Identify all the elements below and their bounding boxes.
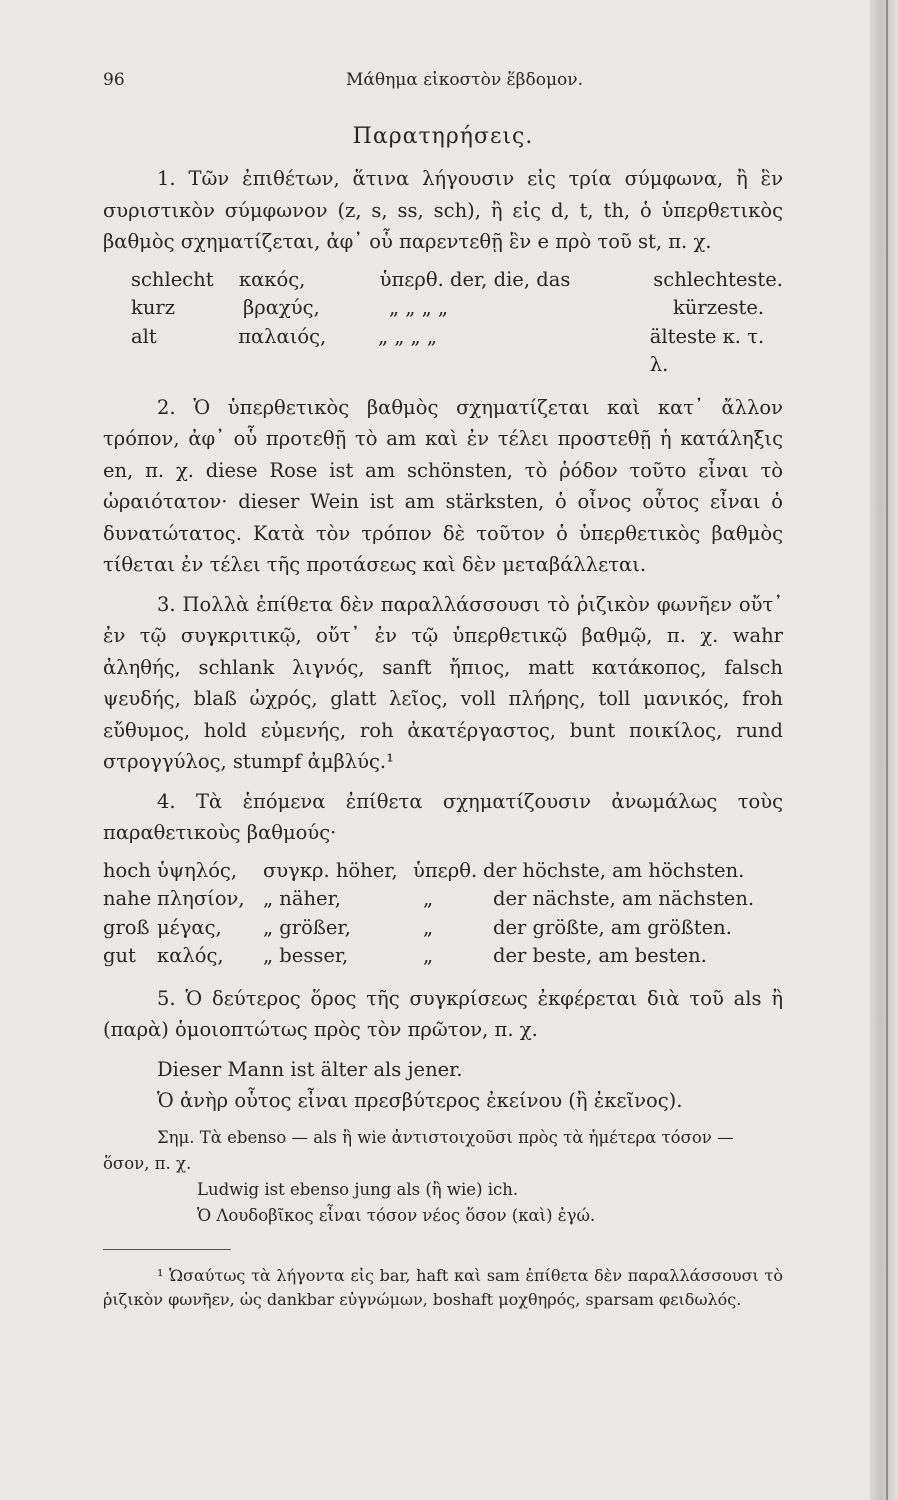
greek-meaning: πλησίον, (157, 887, 245, 910)
superlative-form: der nächste, am nächsten. (493, 887, 755, 910)
irregular-comparison-table (103, 857, 783, 971)
table-row (103, 266, 783, 295)
german-adjective: gut (103, 944, 136, 967)
comparative-form: „ besser, (263, 944, 349, 967)
ditto-marks: „ „ „ „ (377, 324, 437, 348)
paragraph-4: 4. Τὰ ἑπόμενα ἐπίθετα σχηματίζουσιν ἀνωμάλως τοὺς παραθετικοὺς βαθμούς· (103, 789, 783, 844)
paragraph-3: 3. Πολλὰ ἐπίθετα δὲν παραλλάσσουσι τὸ ῥιζικὸν φωνῆεν οὔτ᾽ ἐν τῷ συγκριτικῷ, οὔτ᾽ ἐν τῷ ὑπερθετικῷ βαθμῷ, π. χ. wahr ἀληθής, schlank λιγνός, sanft ἤπιος, matt κατάκοπος, falsch ψευδής, blaß ὠχρός, glatt λεῖος, voll πλήρης, toll μανικός, froh εὔθυμος, hold εὐμενής, roh ἀκατέργαστος, bunt ποικίλος, rund στρογγύλος, stumpf ἀμβλύς.¹ (103, 592, 783, 773)
greek-meaning: κακός, (238, 267, 306, 291)
superlative-form: älteste κ. τ. λ. (649, 324, 765, 376)
article-label: ὑπερθ. der, die, das (379, 267, 571, 291)
ditto-marks: „ „ „ „ (389, 296, 449, 319)
ditto-mark: „ (423, 887, 434, 910)
page-edge (870, 0, 898, 1500)
note-text: Σημ. Τὰ ebenso — als ἢ wie ἀντιστοιχοῦσι πρὸς τὰ ἡμέτερα τόσον — ὅσον, π. χ. (103, 1127, 734, 1173)
greek-meaning: βραχύς, (243, 296, 320, 319)
greek-meaning: μέγας, (157, 915, 222, 939)
note-block (103, 1125, 783, 1229)
superlative-form: kürzeste. (673, 296, 765, 319)
german-adjective: hoch (103, 858, 151, 882)
superlative-form: schlechteste. (653, 267, 783, 291)
greek-meaning: καλός, (157, 944, 224, 967)
superlative-label: ὑπερθ. (413, 858, 478, 882)
section-title: Παρατηρήσεις. (352, 124, 534, 149)
table-row (103, 857, 783, 886)
greek-meaning: ὑψηλός, (157, 858, 238, 882)
german-adjective: nahe (103, 887, 152, 910)
greek-meaning: παλαιός, (238, 324, 327, 348)
paragraph-2: 2. Ὁ ὑπερθετικὸς βαθμὸς σχηματίζεται καὶ κατ᾽ ἄλλον τρόπον, ἀφ᾽ οὗ προτεθῇ τὸ am καὶ ἐν τέλει προστεθῇ ἡ κατάληξις en, π. χ. diese Rose ist am schönsten, τὸ ῥόδον τοῦτο εἶναι τὸ ὡραιότατον· dieser Wein ist am stärksten, ὁ οἶνος οὗτος εἶναι ὁ δυνατώτατος. Κατὰ τὸν τρόπον δὲ τοῦτον ὁ ὑπερθετικὸς βαθμὸς τίθεται ἐν τέλει τῆς προτάσεως καὶ δὲν μεταβάλλεται. (103, 395, 783, 576)
ditto-mark: „ (423, 915, 434, 939)
comparative-form: „ größer, (263, 915, 351, 939)
superlative-form: der höchste, am höchsten. (483, 858, 745, 882)
footnote: ¹ Ὡσαύτως τὰ λήγοντα εἰς bar, haft καὶ sam ἐπίθετα δὲν παραλλάσσουσι τὸ ῥιζικὸν φωνῆεν, ὡς dankbar εὐγνώμων, boshaft μοχθηρός, sparsam φειδωλός. (103, 1265, 783, 1309)
comparative-form: „ näher, (263, 887, 341, 910)
superlative-form: der beste, am besten. (493, 944, 707, 967)
running-header (103, 70, 783, 90)
ditto-mark: „ (423, 944, 434, 967)
footnote-divider (103, 1249, 231, 1250)
superlative-table-1 (103, 266, 783, 380)
table-row (103, 885, 783, 914)
paragraph-5: 5. Ὁ δεύτερος ὅρος τῆς συγκρίσεως ἐκφέρεται διὰ τοῦ als ἢ (παρὰ) ὁμοιοπτώτως πρὸς τὸν πρῶτον, π. χ. (103, 986, 783, 1041)
table-row (103, 294, 783, 323)
paragraph-1: 1. Τῶν ἐπιθέτων, ἅτινα λήγουσιν εἰς τρία σύμφωνα, ἢ ἓν συριστικὸν σύμφωνον (z, s, ss, sch), ἢ εἰς d, t, th, ὁ ὑπερθετικὸς βαθμὸς σχηματίζεται, ἀφ᾽ οὗ παρεντεθῇ ἓν e πρὸ τοῦ st, π. χ. (103, 167, 783, 253)
superlative-form: der größte, am größten. (493, 915, 732, 939)
page-number: 96 (103, 70, 125, 90)
note-example-greek: Ὁ Λουδοβῖκος εἶναι τόσον νέος ὅσον (καὶ) ἐγώ. (197, 1205, 596, 1225)
german-adjective: kurz (131, 296, 175, 319)
page-content (103, 70, 783, 1312)
table-row (103, 323, 783, 380)
german-adjective: alt (131, 324, 157, 348)
german-adjective: groß (103, 915, 150, 939)
german-adjective: schlecht (131, 267, 214, 291)
comparative-form: συγκρ. höher, (263, 858, 398, 882)
example-german: Dieser Mann ist älter als jener. (157, 1057, 463, 1081)
example-greek: Ὁ ἀνὴρ οὗτος εἶναι πρεσβύτερος ἐκείνου (ἢ ἐκεῖνος). (157, 1089, 683, 1112)
table-row (103, 914, 783, 943)
note-example-german: Ludwig ist ebenso jung als (ἢ wie) ich. (197, 1179, 519, 1199)
chapter-title: Μάθημα εἰκοστὸν ἕβδομον. (346, 70, 583, 90)
page-border (886, 0, 888, 1500)
table-row (103, 942, 783, 971)
